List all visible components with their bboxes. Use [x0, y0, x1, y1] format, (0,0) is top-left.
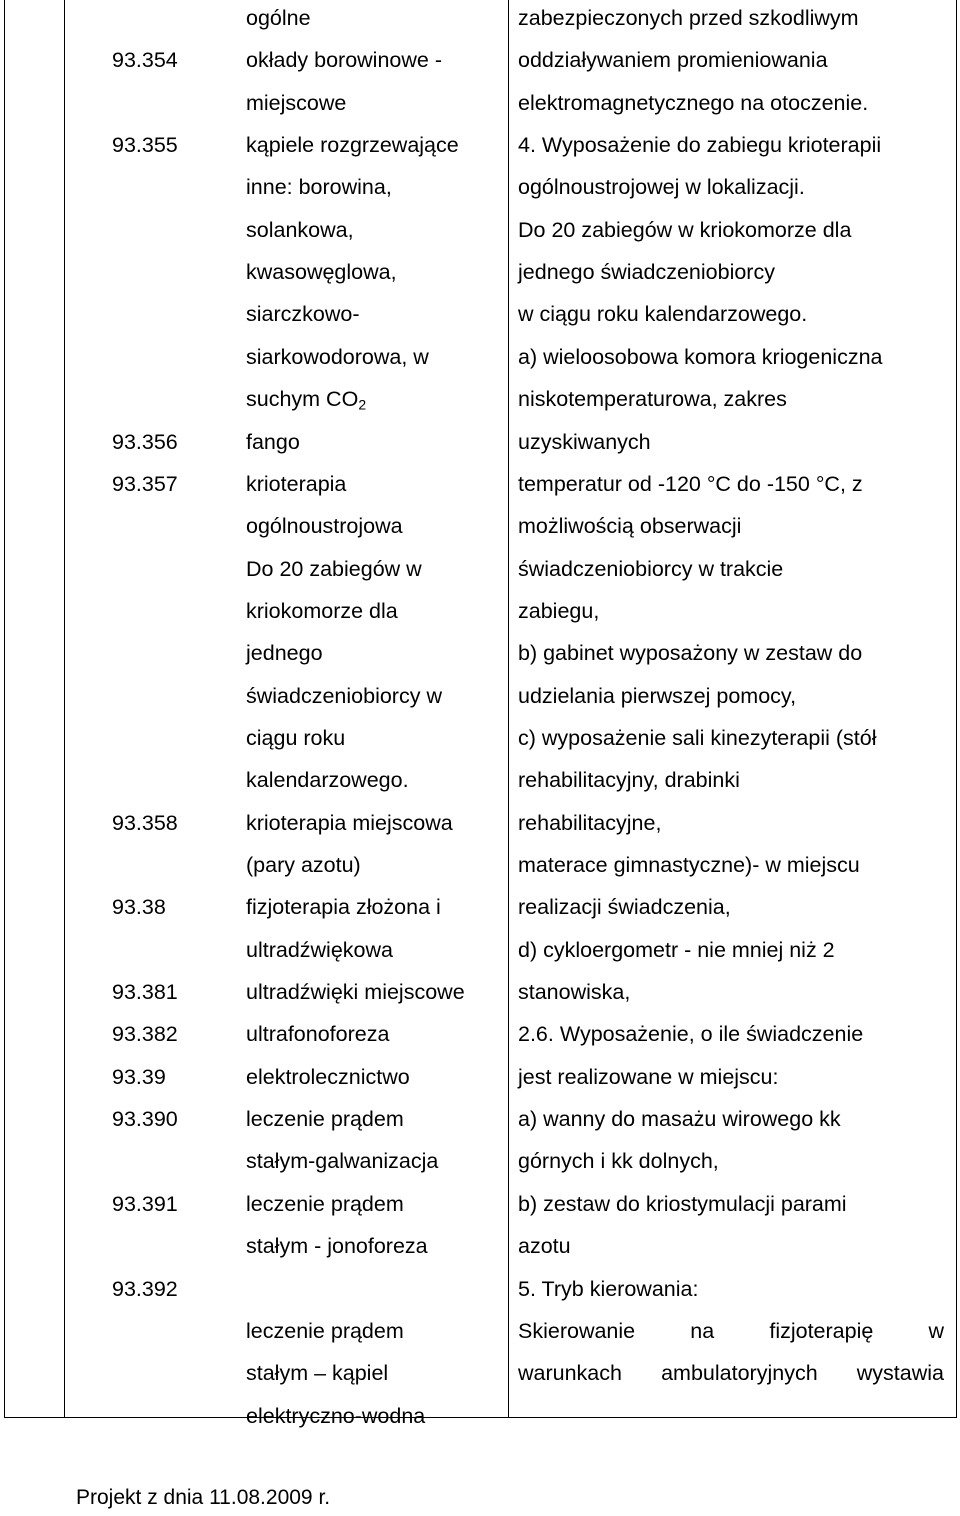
- procedure-code: [112, 39, 178, 81]
- column-divider-2: [508, 0, 509, 1418]
- description-line-text: oddziaływaniem promieniowania: [518, 48, 828, 73]
- description-line-text: 5. Tryb kierowania:: [518, 1276, 699, 1301]
- procedure-code: [112, 1013, 178, 1055]
- procedure-name-line: [246, 505, 403, 547]
- procedure-name-line: [246, 378, 366, 426]
- procedure-code: [112, 802, 178, 844]
- description-line-text: c) wyposażenie sali kinezyterapii (stół: [518, 725, 877, 750]
- procedure-code: [112, 886, 166, 928]
- procedure-code: [112, 421, 178, 463]
- description-line-text: Skierowanie na fizjoterapię w: [518, 1318, 944, 1343]
- procedure-name-line: [246, 844, 361, 886]
- procedure-name-line-text: leczenie prądem: [246, 1107, 404, 1132]
- procedure-name-line-text: suchym CO: [246, 387, 359, 412]
- procedure-name-line: [246, 1013, 389, 1055]
- description-line-text: b) zestaw do kriostymulacji parami: [518, 1191, 847, 1216]
- description-line-text: jednego świadczeniobiorcy: [518, 260, 775, 285]
- procedure-name-line: [246, 166, 392, 208]
- procedure-name-line: [246, 1225, 428, 1267]
- procedure-name-line: [246, 209, 354, 251]
- procedure-name-line: [246, 1098, 404, 1140]
- procedure-name-line-text: fango: [246, 429, 300, 454]
- description-line-text: materace gimnastyczne)- w miejscu: [518, 853, 860, 877]
- description-line: [518, 1268, 698, 1310]
- description-line: [518, 293, 807, 335]
- procedure-name-line-text: ultradźwięki miejscowe: [246, 980, 465, 1005]
- description-line-text: azotu: [518, 1234, 571, 1259]
- procedure-name-line-text: ogólnoustrojowa: [246, 514, 403, 539]
- description-line: [518, 1013, 863, 1055]
- procedure-name-line-text: stałym – kąpiel: [246, 1361, 389, 1386]
- procedure-name-line-text: okłady borowinowe -: [246, 48, 442, 73]
- procedure-name-line-text: (pary azotu): [246, 853, 361, 877]
- description-line: [518, 590, 599, 632]
- procedure-name-line-text: ciągu roku: [246, 725, 346, 750]
- procedure-name-line-text: ultradźwiękowa: [246, 937, 393, 962]
- description-line: [518, 1056, 779, 1098]
- description-line-text: górnych i kk dolnych,: [518, 1149, 719, 1174]
- procedure-name-line-text: leczenie prądem: [246, 1318, 404, 1343]
- procedure-code: [112, 1098, 178, 1140]
- procedure-name-line-text: kalendarzowego.: [246, 768, 409, 793]
- procedure-name-line: [246, 1140, 438, 1182]
- procedure-name-line: [246, 1056, 410, 1098]
- table-right-border: [956, 0, 957, 1418]
- procedure-name-line-text: kąpiele rozgrzewające: [246, 133, 459, 158]
- description-line: [518, 124, 881, 166]
- procedure-code-text: 93.391: [112, 1191, 178, 1216]
- description-line: [518, 463, 863, 505]
- description-line-text: a) wanny do masażu wirowego kk: [518, 1107, 841, 1132]
- description-line: [518, 929, 835, 971]
- description-line: [518, 421, 651, 463]
- procedure-name-line: [246, 463, 346, 505]
- procedure-name-line: [246, 929, 393, 971]
- procedure-code: [112, 1268, 178, 1310]
- procedure-name-line: [246, 802, 453, 844]
- procedure-name-line-text: krioterapia miejscowa: [246, 810, 453, 835]
- description-line: [518, 0, 859, 39]
- procedure-name-line-text: miejscowe: [246, 90, 347, 115]
- procedure-name-line: [246, 0, 311, 39]
- description-line: [518, 759, 740, 801]
- procedure-name-line: [246, 886, 441, 928]
- description-line-text: Do 20 zabiegów w kriokomorze dla: [518, 217, 852, 242]
- description-line-text: 2.6. Wyposażenie, o ile świadczenie: [518, 1022, 864, 1047]
- column-divider-1: [64, 0, 65, 1418]
- procedure-code-text: 93.381: [112, 980, 178, 1005]
- description-line: [518, 336, 883, 378]
- procedure-code: [112, 124, 178, 166]
- description-line: [518, 1140, 719, 1182]
- description-line: [518, 1183, 847, 1225]
- procedure-name-line: [246, 1183, 404, 1225]
- description-line: [518, 1352, 944, 1394]
- procedure-code-text: 93.356: [112, 429, 178, 454]
- procedure-code-text: 93.390: [112, 1107, 178, 1132]
- description-line-text: niskotemperaturowa, zakres: [518, 387, 787, 412]
- procedure-code-text: 93.358: [112, 810, 178, 835]
- procedure-name-line: [246, 124, 459, 166]
- procedure-name-line: [246, 39, 442, 81]
- subscript: 2: [358, 396, 367, 413]
- table-left-border: [4, 0, 5, 1418]
- description-line-text: możliwością obserwacji: [518, 514, 742, 539]
- procedure-code: [112, 971, 178, 1013]
- procedure-name-line-text: kriokomorze dla: [246, 598, 398, 623]
- description-line: [518, 675, 796, 717]
- description-line-text: b) gabinet wyposażony w zestaw do: [518, 641, 863, 666]
- procedure-name-line: [246, 632, 323, 674]
- description-line: [518, 971, 630, 1013]
- description-line: [518, 1310, 944, 1352]
- procedure-name-line-text: ultrafonoforeza: [246, 1022, 390, 1047]
- description-line: [518, 1098, 841, 1140]
- description-line: [518, 251, 775, 293]
- procedure-name-line: [246, 336, 429, 378]
- description-line: [518, 548, 783, 590]
- description-line: [518, 166, 805, 208]
- procedure-name-line-text: inne: borowina,: [246, 175, 392, 200]
- description-line: [518, 82, 868, 124]
- description-line-text: warunkach ambulatoryjnych wystawia: [518, 1361, 944, 1386]
- description-line-text: 4. Wyposażenie do zabiegu krioterapii: [518, 133, 882, 158]
- procedure-name-line: [246, 251, 397, 293]
- description-line-text: jest realizowane w miejscu:: [518, 1064, 779, 1089]
- procedure-name-line-text: świadczeniobiorcy w: [246, 683, 442, 708]
- procedure-name-line-text: elektryczno-wodna: [246, 1403, 426, 1428]
- description-line: [518, 505, 741, 547]
- procedure-name-line: [246, 675, 442, 717]
- procedure-name-line-text: elektrolecznictwo: [246, 1064, 410, 1089]
- description-line-text: rehabilitacyjny, drabinki: [518, 768, 740, 793]
- procedure-code-text: 93.354: [112, 48, 178, 73]
- description-line-text: a) wieloosobowa komora kriogeniczna: [518, 344, 883, 369]
- description-line: [518, 802, 661, 844]
- description-line-text: rehabilitacyjne,: [518, 810, 662, 835]
- description-line-text: elektromagnetycznego na otoczenie.: [518, 90, 869, 115]
- description-line-text: uzyskiwanych: [518, 429, 651, 454]
- description-line: [518, 886, 731, 928]
- description-line-text: w ciągu roku kalendarzowego.: [518, 302, 808, 327]
- procedure-name-line-text: solankowa,: [246, 217, 354, 242]
- description-line: [518, 378, 787, 420]
- description-line: [518, 632, 862, 674]
- procedure-code-text: 93.39: [112, 1064, 166, 1089]
- footer-project-date: Projekt z dnia 11.08.2009 r.: [76, 1486, 331, 1509]
- procedure-code-text: 93.355: [112, 133, 178, 158]
- description-line-text: świadczeniobiorcy w trakcie: [518, 556, 784, 581]
- description-line-text: realizacji świadczenia,: [518, 895, 731, 920]
- procedure-name-line-text: stałym - jonoforeza: [246, 1234, 428, 1259]
- procedure-name-line-text: krioterapia: [246, 471, 347, 496]
- procedure-name-line: [246, 759, 409, 801]
- description-line-text: zabiegu,: [518, 598, 600, 623]
- description-line: [518, 39, 828, 81]
- procedure-name-line: [246, 1395, 425, 1437]
- procedure-code: [112, 1183, 178, 1225]
- procedure-code-text: 93.38: [112, 895, 166, 920]
- description-line: [518, 844, 860, 886]
- procedure-name-line: [246, 717, 345, 759]
- description-line: [518, 717, 876, 759]
- description-line-text: zabezpieczonych przed szkodliwym: [518, 6, 859, 30]
- procedure-name-line-text: siarkowodorowa, w: [246, 344, 429, 369]
- procedure-name-line-text: jednego: [246, 641, 323, 666]
- procedure-name-line-text: siarczkowo-: [246, 302, 360, 327]
- procedure-name-line: [246, 548, 422, 590]
- procedure-code-text: 93.357: [112, 471, 178, 496]
- description-line-text: d) cykloergometr - nie mniej niż 2: [518, 937, 835, 962]
- procedure-name-line: [246, 971, 465, 1013]
- description-line-text: ogólnoustrojowej w lokalizacji.: [518, 175, 805, 200]
- description-line: [518, 209, 851, 251]
- procedure-name-line-text: stałym-galwanizacja: [246, 1149, 439, 1174]
- table-bottom-border: [4, 1417, 957, 1418]
- procedure-code-text: 93.382: [112, 1022, 178, 1047]
- description-line-text: temperatur od -120 °C do -150 °C, z: [518, 471, 863, 496]
- procedure-name-line: [246, 293, 360, 335]
- procedure-code: [112, 1056, 166, 1098]
- procedure-code: [112, 463, 178, 505]
- procedure-name-line-text: leczenie prądem: [246, 1191, 404, 1216]
- procedure-name-line-text: ogólne: [246, 6, 311, 30]
- procedure-name-line: [246, 421, 300, 463]
- description-line: [518, 1225, 571, 1267]
- procedure-name-line-text: Do 20 zabiegów w: [246, 556, 422, 581]
- procedure-name-line-text: kwasowęglowa,: [246, 260, 397, 285]
- procedure-name-line: [246, 590, 398, 632]
- procedure-name-line: [246, 82, 346, 124]
- procedure-name-line: [246, 1352, 388, 1394]
- procedure-name-line-text: fizjoterapia złożona i: [246, 895, 441, 920]
- procedure-name-line: [246, 1310, 404, 1352]
- description-line-text: udzielania pierwszej pomocy,: [518, 683, 797, 708]
- procedure-code-text: 93.392: [112, 1276, 178, 1301]
- description-line-text: stanowiska,: [518, 980, 631, 1005]
